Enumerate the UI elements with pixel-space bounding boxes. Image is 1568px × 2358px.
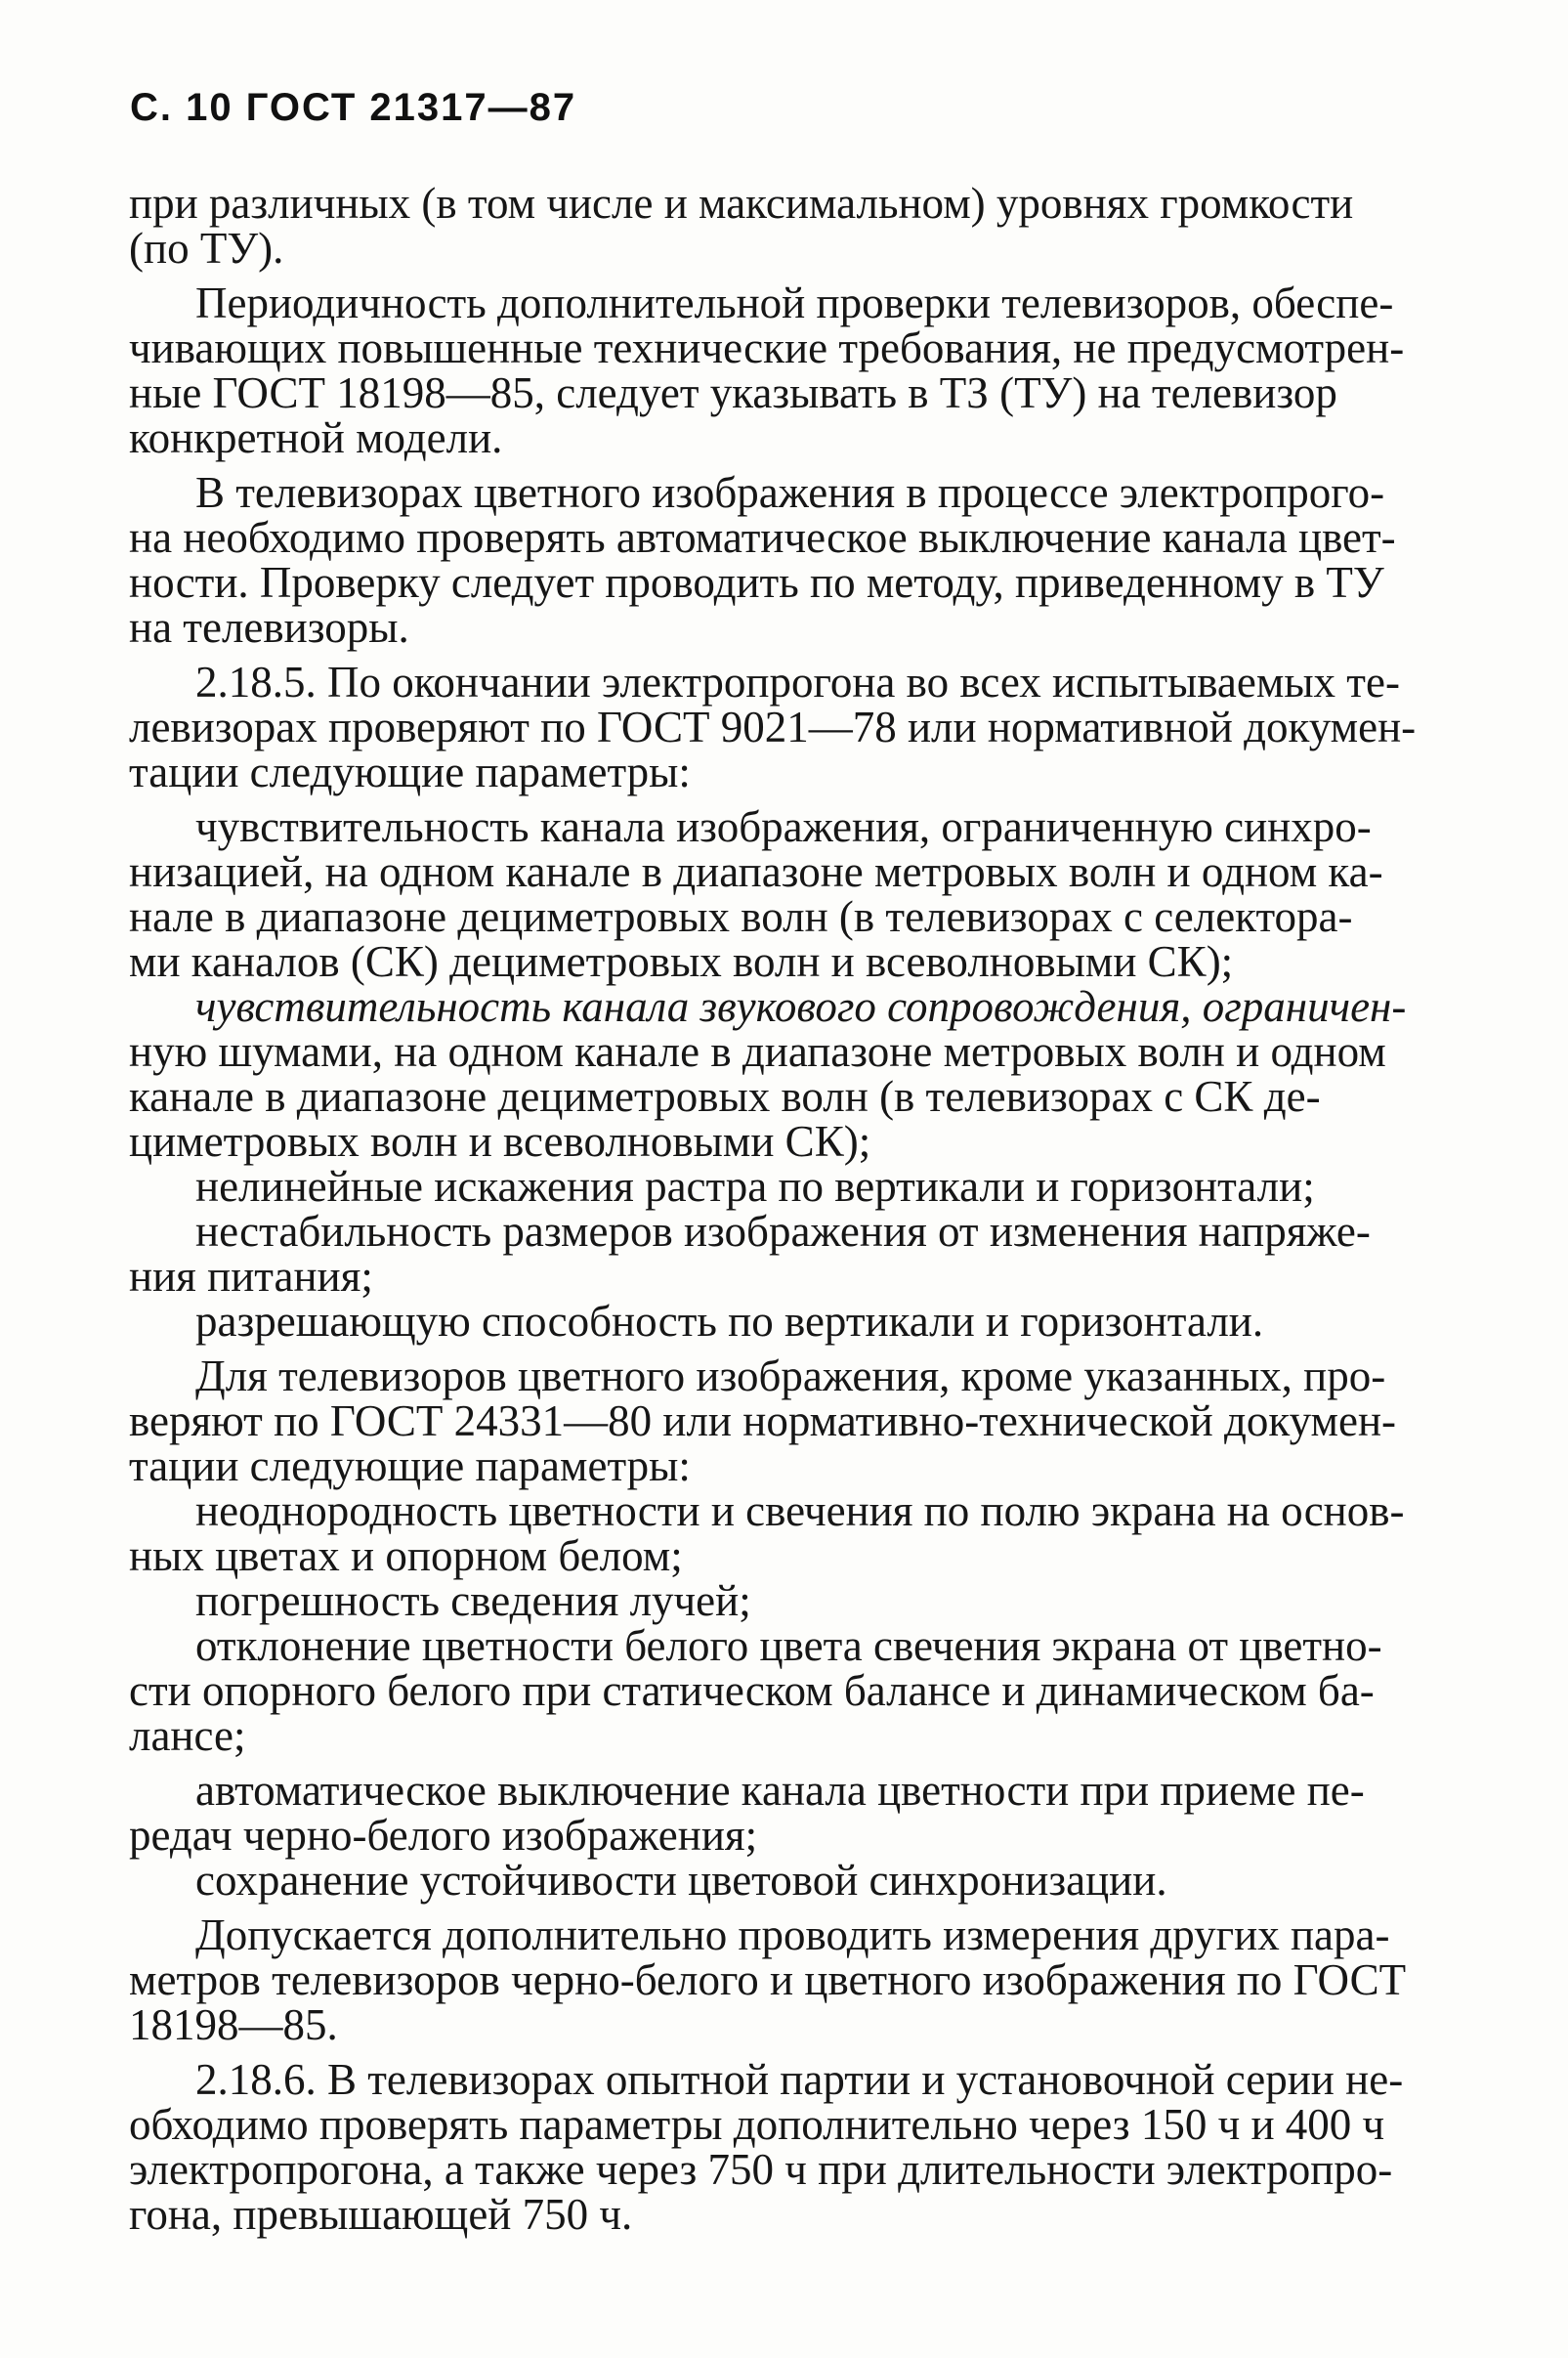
paragraph-block xyxy=(129,658,1475,796)
text-line: ную шумами, на одном канале в диапазоне метровых волн и одном xyxy=(129,1027,1386,1076)
paragraph-block xyxy=(129,1766,1475,1905)
text-line: Периодичность дополнительной проверки телевизоров, обеспе- xyxy=(195,279,1394,327)
text-line: отклонение цветности белого цвета свечения экрана от цветно- xyxy=(195,1621,1382,1670)
paragraph-block xyxy=(129,1351,1475,1760)
text-line: разрешающую способность по вертикали и горизонтали. xyxy=(195,1297,1264,1346)
text-line: В телевизорах цветного изображения в процессе электропрого- xyxy=(195,468,1385,517)
text-line: чивающих повышенные технические требования, не предусмотрен- xyxy=(129,323,1405,372)
text-line: нестабильность размеров изображения от изменения напряже- xyxy=(195,1207,1371,1256)
text-line: Для телевизоров цветного изображения, кроме указанных, про- xyxy=(195,1351,1386,1400)
text-line: 2.18.5. По окончании электропрогона во всех испытываемых те- xyxy=(195,658,1400,707)
text-line: тации следующие параметры: xyxy=(129,1441,691,1490)
text-line: веряют по ГОСТ 24331—80 или нормативно-технической докумен- xyxy=(129,1396,1397,1445)
text-line: чувствительность канала звукового сопровождения, ограничен- xyxy=(195,982,1407,1031)
text-line: сохранение устойчивости цветовой синхронизации. xyxy=(195,1856,1167,1905)
text-line: погрешность сведения лучей; xyxy=(195,1576,751,1625)
text-line: левизорах проверяют по ГОСТ 9021—78 или нормативной докумен- xyxy=(129,703,1417,751)
text-line: конкретной модели. xyxy=(129,413,503,462)
page-header: С. 10 ГОСТ 21317—87 xyxy=(130,86,577,129)
text-line: обходимо проверять параметры дополнительно через 150 ч и 400 ч xyxy=(129,2100,1385,2149)
text-line: сти опорного белого при статическом балансе и динамическом ба- xyxy=(129,1666,1375,1715)
text-line: ных цветах и опорном белом; xyxy=(129,1531,683,1580)
paragraph-block xyxy=(129,279,1475,462)
text-line: ности. Проверку следует проводить по методу, приведенному в ТУ xyxy=(129,558,1384,607)
text-line: тации следующие параметры: xyxy=(129,748,691,796)
paragraph-block xyxy=(129,468,1475,652)
text-line: редач черно-белого изображения; xyxy=(129,1811,758,1860)
text-line: на необходимо проверять автоматическое выключение канала цвет- xyxy=(129,513,1396,562)
paragraph-block xyxy=(129,802,1475,1346)
text-line: лансе; xyxy=(129,1711,246,1760)
text-line: ные ГОСТ 18198—85, следует указывать в ТЗ (ТУ) на телевизор xyxy=(129,368,1337,417)
text-line: циметровых волн и всеволновыми СК); xyxy=(129,1117,871,1166)
paragraph-block xyxy=(129,1910,1475,2049)
text-line: 2.18.6. В телевизорах опытной партии и установочной серии не- xyxy=(195,2055,1404,2104)
text-line: на телевизоры. xyxy=(129,603,409,652)
text-line: нале в диапазоне дециметровых волн (в телевизорах с селектора- xyxy=(129,892,1353,941)
text-line: ния питания; xyxy=(129,1252,373,1301)
paragraph-block xyxy=(129,179,1475,273)
paragraph-block xyxy=(129,2055,1475,2239)
document-body xyxy=(129,179,1475,2247)
text-line: (по ТУ). xyxy=(129,224,284,273)
text-line: ми каналов (СК) дециметровых волн и всеволновыми СК); xyxy=(129,937,1234,986)
text-line: 18198—85. xyxy=(129,2000,338,2049)
text-line: автоматическое выключение канала цветности при приеме пе- xyxy=(195,1766,1365,1815)
text-line: низацией, на одном канале в диапазоне метровых волн и одном ка- xyxy=(129,847,1383,896)
text-line: при различных (в том числе и максимальном) уровнях громкости xyxy=(129,179,1354,228)
text-line: электропрогона, а также через 750 ч при длительности электропро- xyxy=(129,2145,1393,2194)
text-line: канале в диапазоне дециметровых волн (в телевизорах с СК де- xyxy=(129,1072,1321,1121)
text-line: нелинейные искажения растра по вертикали и горизонтали; xyxy=(195,1162,1315,1211)
text-line: Допускается дополнительно проводить измерения других пара- xyxy=(195,1910,1390,1959)
text-line: чувствительность канала изображения, ограниченную синхро- xyxy=(195,802,1372,851)
text-line: неоднородность цветности и свечения по полю экрана на основ- xyxy=(195,1486,1405,1535)
text-line: гона, превышающей 750 ч. xyxy=(129,2190,633,2239)
text-line: метров телевизоров черно-белого и цветного изображения по ГОСТ xyxy=(129,1955,1407,2004)
